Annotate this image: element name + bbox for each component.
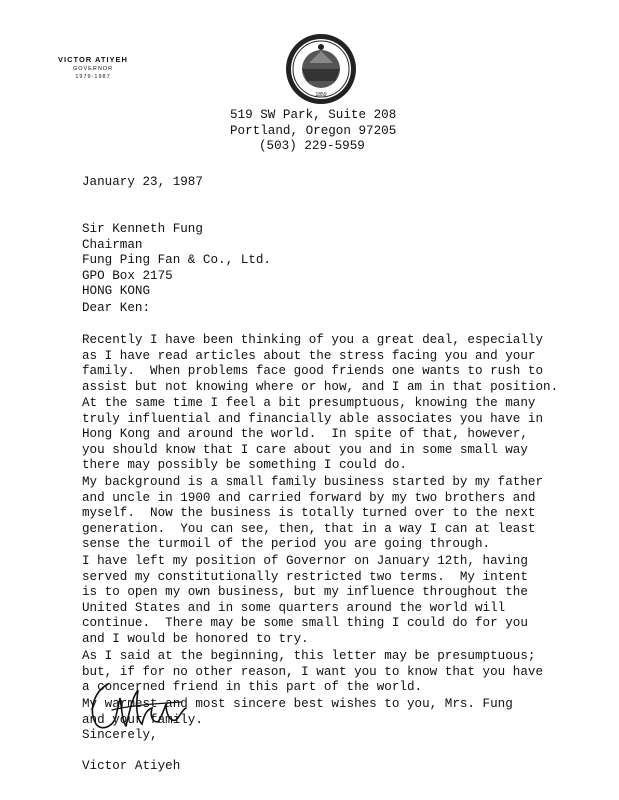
text-line: Hong Kong and around the world. In spite of that, however,: [82, 427, 528, 442]
recipient-block: [82, 222, 271, 300]
paragraph-4: [82, 554, 582, 648]
text-line: truly influential and financially able associates you have in: [82, 411, 544, 426]
recipient-line: HONG KONG: [82, 284, 151, 299]
recipient-line: Chairman: [82, 237, 143, 252]
seal-year: 1859: [315, 92, 327, 98]
text-line: is to open my own business, but my influence throughout the: [82, 585, 528, 600]
address-line: Portland, Oregon 97205: [230, 123, 397, 138]
address-line: 519 SW Park, Suite 208: [230, 108, 397, 122]
recipient-line: GPO Box 2175: [82, 268, 173, 283]
text-line: My warmest and most sincere best wishes to you, Mrs. Fung: [82, 697, 513, 711]
paragraph-2: [82, 396, 582, 474]
text-line: Recently I have been thinking of you a great deal, especially: [82, 333, 544, 347]
letterhead-title: GOVERNOR: [72, 66, 114, 72]
text-line: assist but not knowing where or how, and I am in that position.: [82, 379, 559, 394]
text-line: continue. There may be some small thing I could do for you: [82, 616, 528, 631]
closing: Sincerely,: [82, 728, 158, 742]
text-line: generation. You can see, then, that in a way I can at least: [82, 521, 536, 536]
salutation: Dear Ken:: [82, 301, 151, 315]
text-line: myself. Now the business is totally turned over to the next: [82, 506, 536, 521]
text-line: but, if for no other reason, I want you to know that you have: [82, 664, 544, 679]
letter-date: January 23, 1987: [82, 175, 203, 189]
text-line: At the same time I feel a bit presumptuous, knowing the many: [82, 396, 536, 410]
text-line: United States and in some quarters around the world will: [82, 600, 506, 615]
recipient-line: Fung Ping Fan & Co., Ltd.: [82, 253, 271, 268]
text-line: served my constitutionally restricted two terms. My intent: [82, 569, 528, 584]
text-line: a concerned friend in this part of the world.: [82, 680, 423, 695]
text-line: and uncle in 1900 and carried forward by my two brothers and: [82, 490, 536, 505]
text-line: as I have read articles about the stress facing you and your: [82, 348, 536, 363]
address-line: (503) 229-5959: [259, 139, 365, 154]
letterhead-years: 1979-1987: [75, 74, 111, 80]
oregon-state-seal-icon: [285, 33, 357, 105]
paragraph-3: [82, 475, 582, 553]
paragraph-1: [82, 333, 582, 395]
letterhead-name: VICTOR ATIYEH: [58, 55, 128, 64]
text-line: family. When problems face good friends one wants to rush to: [82, 364, 544, 379]
text-line: My background is a small family business started by my father: [82, 475, 544, 489]
text-line: and your family.: [82, 712, 203, 727]
text-line: and I would be honored to try.: [82, 631, 309, 646]
text-line: there may possibly be something I could do.: [82, 458, 407, 473]
return-address: [230, 108, 396, 155]
text-line: I have left my position of Governor on January 12th, having: [82, 554, 528, 568]
recipient-line: Sir Kenneth Fung: [82, 222, 203, 236]
signer-name: Victor Atiyeh: [82, 759, 181, 773]
letterhead: [58, 55, 128, 80]
text-line: you should know that I care about you and in some small way: [82, 442, 528, 457]
text-line: sense the turmoil of the period you are going through.: [82, 537, 491, 552]
handwritten-signature: [86, 680, 196, 734]
text-line: As I said at the beginning, this letter may be presumptuous;: [82, 649, 536, 663]
